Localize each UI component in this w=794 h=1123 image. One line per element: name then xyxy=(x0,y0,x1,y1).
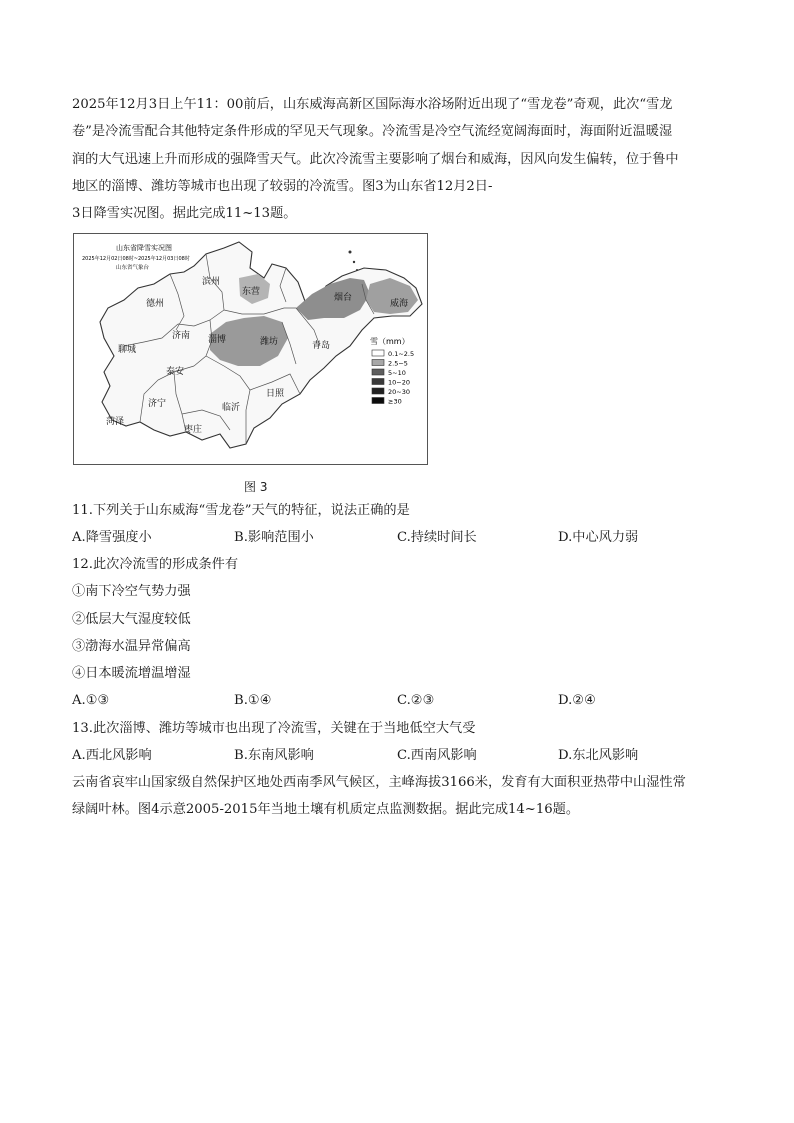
city-label-weihai: 威海 xyxy=(390,299,409,309)
q13-option-c: C.西南风影响 xyxy=(397,748,477,763)
city-label-jining: 济宁 xyxy=(148,399,167,409)
snowfall-map-figure xyxy=(73,233,428,465)
q12-statement-4: ④日本暖流增温增湿 xyxy=(72,666,191,681)
legend-label: ≥30 xyxy=(388,397,402,406)
island-marker xyxy=(353,261,355,263)
city-label-zaozhuang: 枣庄 xyxy=(184,425,203,435)
legend-swatch xyxy=(372,388,384,394)
city-label-dongying: 东营 xyxy=(242,287,261,297)
legend-label: 5~10 xyxy=(388,369,406,377)
city-label-rizhao: 日照 xyxy=(266,389,285,399)
intro-line-1: 2025年12月3日上午11：00前后，山东威海高新区国际海水浴场附近出现了“雪龙卷”奇观，此次“雪龙 xyxy=(72,97,673,112)
city-label-yantai: 烟台 xyxy=(334,293,353,303)
q11-option-a: A.降雪强度小 xyxy=(72,530,152,545)
intro-line-4: 地区的淄博、潍坊等城市也出现了较弱的冷流雪。图3为山东省12月2日- xyxy=(72,179,493,194)
question-12-stem: 12.此次冷流雪的形成条件有 xyxy=(72,557,239,572)
city-label-jinan: 济南 xyxy=(172,331,191,341)
legend-label: 10~20 xyxy=(388,378,410,387)
legend-swatch xyxy=(372,350,384,356)
q12-statement-1: ①南下冷空气势力强 xyxy=(72,584,191,599)
q13-option-b: B.东南风影响 xyxy=(234,748,314,763)
legend-swatch xyxy=(372,379,384,385)
city-label-binzhou: 滨州 xyxy=(202,277,221,287)
legend-swatch xyxy=(372,398,384,404)
city-label-dezhou: 德州 xyxy=(146,299,165,309)
q12-option-d: D.②④ xyxy=(558,693,596,708)
question-11-stem: 11.下列关于山东威海“雪龙卷”天气的特征，说法正确的是 xyxy=(72,503,410,518)
map-title: 山东省降雪实况图 xyxy=(116,244,172,252)
q12-option-b: B.①④ xyxy=(234,693,272,708)
island-marker xyxy=(356,269,358,271)
q13-option-d: D.东北风影响 xyxy=(558,748,639,763)
shandong-map xyxy=(74,234,427,464)
city-label-weifang: 潍坊 xyxy=(260,337,279,347)
map-subtitle: 2025年12月02日08时~2025年12月03日08时 xyxy=(82,256,190,262)
legend-swatch xyxy=(372,360,384,366)
map-legend xyxy=(370,337,414,406)
question-13-stem: 13.此次淄博、潍坊等城市也出现了冷流雪，关键在于当地低空大气受 xyxy=(72,721,476,736)
q13-option-a: A.西北风影响 xyxy=(72,748,152,763)
q12-option-c: C.②③ xyxy=(397,693,435,708)
intro-line-5: 3日降雪实况图。据此完成11~13题。 xyxy=(72,206,297,221)
q11-option-b: B.影响范围小 xyxy=(234,530,314,545)
legend-title: 雪（mm） xyxy=(370,337,410,346)
city-label-liaocheng: 聊城 xyxy=(118,345,137,355)
q12-option-a: A.①③ xyxy=(72,693,110,708)
figure-caption: 图 3 xyxy=(244,480,268,494)
city-label-qingdao: 青岛 xyxy=(312,341,331,351)
legend-label: 0.1~2.5 xyxy=(388,350,415,358)
city-label-zibo: 淄博 xyxy=(208,335,227,345)
q12-statement-2: ②低层大气湿度较低 xyxy=(72,612,191,627)
legend-swatch xyxy=(372,369,384,375)
q12-statement-3: ③渤海水温异常偏高 xyxy=(72,639,191,654)
city-label-heze: 菏泽 xyxy=(106,417,125,427)
outro-line-1: 云南省哀牢山国家级自然保护区地处西南季风气候区，主峰海拔3166米，发育有大面积亚热带中山湿性常 xyxy=(72,775,686,790)
city-label-taian: 泰安 xyxy=(166,367,185,377)
outro-line-2: 绿阔叶林。图4示意2005-2015年当地土壤有机质定点监测数据。据此完成14~16题。 xyxy=(72,802,580,817)
intro-line-3: 润的大气迅速上升而形成的强降雪天气。此次冷流雪主要影响了烟台和威海，因风向发生偏转，位于鲁中 xyxy=(72,152,679,167)
island-marker xyxy=(349,251,352,254)
legend-label: 2.5~5 xyxy=(388,359,408,368)
q11-option-d: D.中心风力弱 xyxy=(558,530,639,545)
map-source: 山东省气象台 xyxy=(116,265,150,271)
legend-label: 20~30 xyxy=(388,388,410,396)
q11-option-c: C.持续时间长 xyxy=(397,530,477,545)
intro-line-2: 卷”是冷流雪配合其他特定条件形成的罕见天气现象。冷流雪是冷空气流经宽阔海面时，海面附近温暖湿 xyxy=(72,124,673,139)
city-label-linyi: 临沂 xyxy=(222,403,241,413)
